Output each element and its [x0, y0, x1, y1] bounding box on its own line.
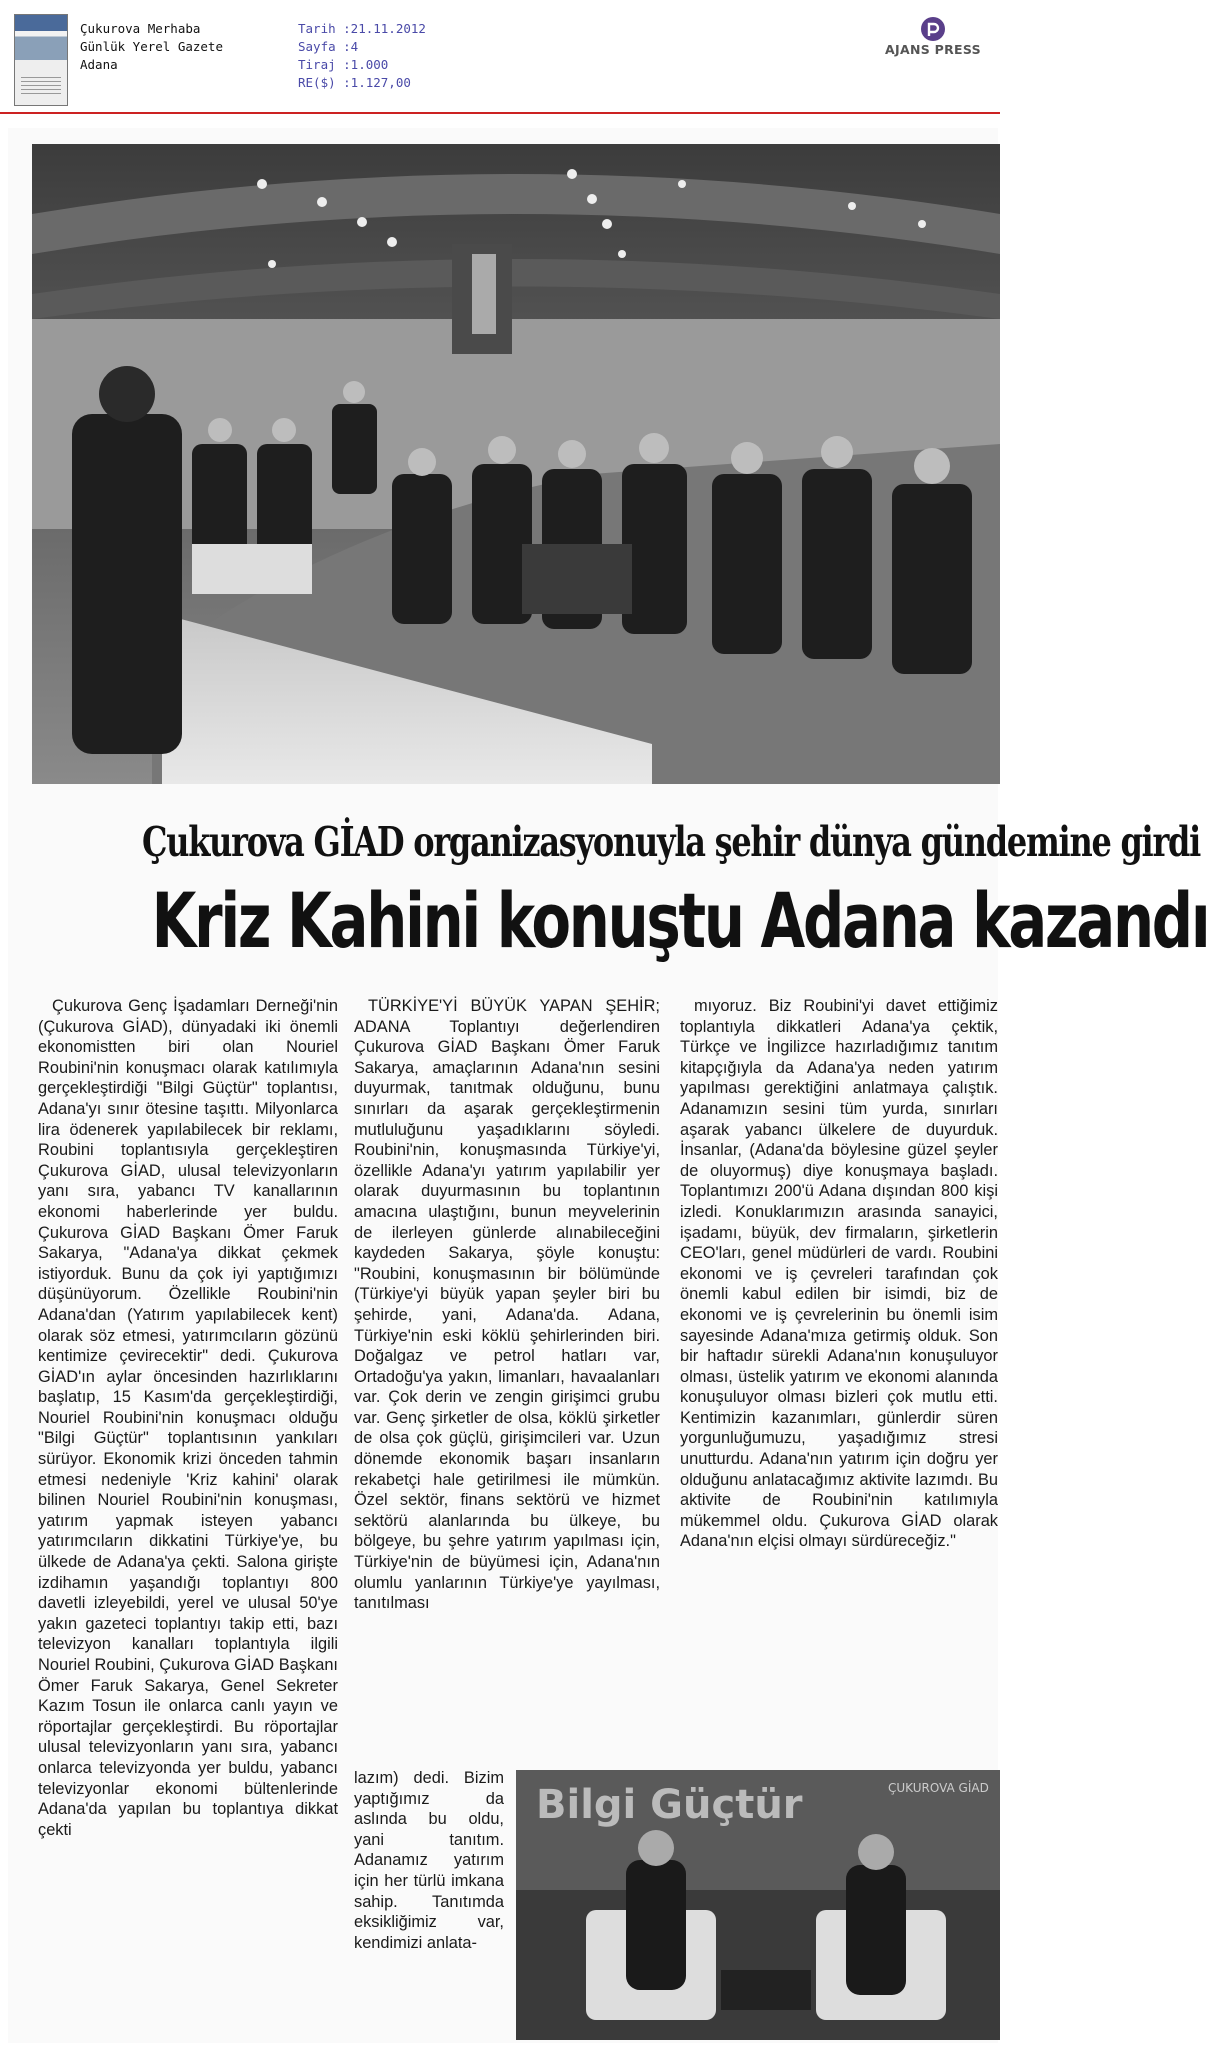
ajans-press-icon	[920, 16, 946, 42]
publication-name: Çukurova Merhaba	[80, 21, 201, 36]
clip-ad-value: RE($) :1.127,00	[298, 75, 411, 90]
conference-hall-photo	[32, 144, 1000, 784]
clip-page: Sayfa :4	[298, 39, 359, 54]
publication-info	[80, 20, 223, 74]
publication-type: Günlük Yerel Gazete	[80, 39, 223, 54]
press-clipping-header	[0, 0, 1000, 112]
article-column-2: TÜRKİYE'Yİ BÜYÜK YAPAN ŞEHİR; ADANA Toplantıyı değerlendiren Çukurova GİAD Başkanı Ömer Faruk Sakarya, amaçlarının Adana'nın sesini duyurmak, tanıtmak olduğunu, bunu sınırları da aşarak gerçekleştirmenin mutluluğunu yaşadıklarını söyledi. Roubini'nin, konuşmasında Türkiye'yi, özellikle Adana'yı yatırım yapılabilir yer olarak duyurmasının bu toplantının amacına ulaştığını, bunun meyvelerinin de ilerleyen günlerde alınabileceğini kaydeden Sakarya, şöyle konuştu: "Roubini, konuşmasının bir bölümünde (Türkiye'yi büyük yapan şeyler biri bu şehirde, yani, Adana'da. Adana, Türkiye'nin eski köklü şehirlerinden biri. Doğalgaz ve petrol hatları var, Ortadoğu'ya yakın, limanları, havaalanları var. Çok derin ve zengin girişimci grubu var. Genç şirketler de olsa, köklü şirketler de olsa çok güçlü, girişimcileri var. Uzun dönemde ekonomik başarı insanların rekabetçi hale getirilmesi ile mümkün. Özel sektör, finans sektörü ve hizmet sektörü alanlarında bu ülkeye, bu bölgeye, bu şehre yatırım yapılması için, Türkiye'nin de büyümesi için, Adana'nın olumlu yanlarının Türkiye'ye yayılması, tanıtılması	[354, 997, 660, 1613]
article-column-3: mıyoruz. Biz Roubini'yi davet ettiğimiz toplantıyla dikkatleri Adana'ya çektik, Türkçe ve İngilizce hazırladığımız tanıtım kitapçığıyla da Adana'ya neden yatırım yapılması gerektiğini anlatmaya çalıştık. Adanamızın sesini tüm yurda, sınırları aşarak yabancı ülkelere de duyurduk. İnsanlar, (Adana'da böylesine güzel şeyler de oluyormuş) diye konuşmaya başladı. Toplantımızı 200'ü Adana dışından 800 kişi izledi. Konuklarımızın arasında sanayici, işadamı, büyük, dev firmaların, şirketlerin CEO'ları, genel müdürleri de vardı. Roubini ekonomi ve iş çevreleri tarafından çok önemli kabul edilen bir isimdi, biz de ekonomi ve iş çevrelerinin bu önemli isim sayesinde Adana'mıza getirmiş olduk. Son bir haftadır sürekli Adana'nın konuşuluyor olması, üstelik yatırım ve ekonomi alanında konuşuluyor olması bizleri çok mutlu etti. Kentimizin kazanımları, günlerdir süren yorgunluğumuzu, yaşadığımız stresi unutturdu. Adana'nın yatırım için doğru yer olduğunu anlatacağımız aktivite lazımdı. Bu aktivite de Roubini'nin katılımıyla mükemmel oldu. Çukurova GİAD olarak Adana'nın elçisi olmayı sürdüreceğiz."	[680, 997, 998, 1551]
header-divider	[0, 112, 1000, 114]
ajans-press-logo[interactable]	[878, 16, 988, 62]
article-column-1: Çukurova Genç İşadamları Derneği'nin (Çukurova GİAD), dünyadaki iki önemli ekonomistten biri olan Nouriel Roubini'nin konuşmacı olarak katılımıyla gerçekleştirdiği "Bilgi Güçtür" toplantısı, Adana'yı sınır ötesine taşıttı. Milyonlarca lira ödenerek yapılabilecek bir reklamı, Roubini toplantısıyla gerçekleştiren Çukurova GİAD, ulusal televizyonların yanı sıra, yabancı TV kanallarının ekonomi haberlerinde yer buldu. Çukurova GİAD Başkanı Ömer Faruk Sakarya, "Adana'ya dikkat çekmek istiyorduk. Bunu da çok iyi yaptığımızı düşünüyorum. Özellikle Roubini'nin Adana'dan (Yatırım yapılabilecek kent) olarak söz etmesi, yatırımcıların gözünü kentimize çevirecektir" dedi. Çukurova GİAD'ın aylar öncesinden hazırlıklarını başlatıp, 15 Kasım'da gerçekleştirdiği, Nouriel Roubini'nin konuşmacı olduğu "Bilgi Güçtür" toplantısının yankıları sürüyor. Ekonomik krizi önceden tahmin etmesi nedeniyle 'Kriz kahini' olarak bilinen Nouriel Roubini'nin konuşması, yatırım yapmak isteyen yabancı yatırımcıların dikkatini Türkiye'ye, bu ülkede de Adana'ya çekti. Salona girişte izdihamın yaşandığı toplantıyı 800 davetli izleyebildi, yerel ve ulusal 50'ye yakın gazeteci toplantıyı takip etti, bazı televizyon kanalları toplantıyla ilgili Nouriel Roubini, Çukurova GİAD Başkanı Ömer Faruk Sakarya, Genel Sekreter Kazım Tosun ile onlarca canlı yayın ve röportajlar gerçekleştirdi. Bu röportajlar ulusal televizyonların yanı sıra, yabancı onlarca televizyonda yer buldu, yabancı televizyonlar ekonomi bültenlerinde Adana'da yapılan bu toplantıya dikkat çekti	[38, 997, 338, 1839]
clipping-meta	[298, 20, 426, 92]
conference-photo-drawing	[32, 144, 1000, 784]
article-kicker: Çukurova GİAD organizasyonuyla şehir dünya gündemine girdi	[142, 818, 1201, 866]
article-headline: Kriz Kahini konuştu Adana kazandı	[151, 876, 1208, 965]
article-column-2-continued: lazım) dedi. Bizim yaptığımız da aslında bu oldu, yani tanıtım. Adanamız yatırım için her türlü imkana sahip. Tanıtımda eksikliğimiz var, kendimizi anlata-	[354, 1769, 504, 1952]
backdrop-org-text: ÇUKUROVA GİAD	[888, 1781, 989, 1795]
newspaper-thumbnail[interactable]	[14, 14, 68, 106]
stage-interview-photo	[516, 1770, 1000, 2040]
clip-circulation: Tiraj :1.000	[298, 57, 389, 72]
backdrop-text: Bilgi Güçtür	[536, 1782, 803, 1828]
stage-photo-drawing	[516, 1770, 1000, 2040]
publication-city: Adana	[80, 57, 118, 72]
clip-date: Tarih :21.11.2012	[298, 21, 426, 36]
newspaper-clipping	[8, 128, 1208, 2043]
ajans-press-text: AJANS PRESS	[885, 42, 981, 57]
